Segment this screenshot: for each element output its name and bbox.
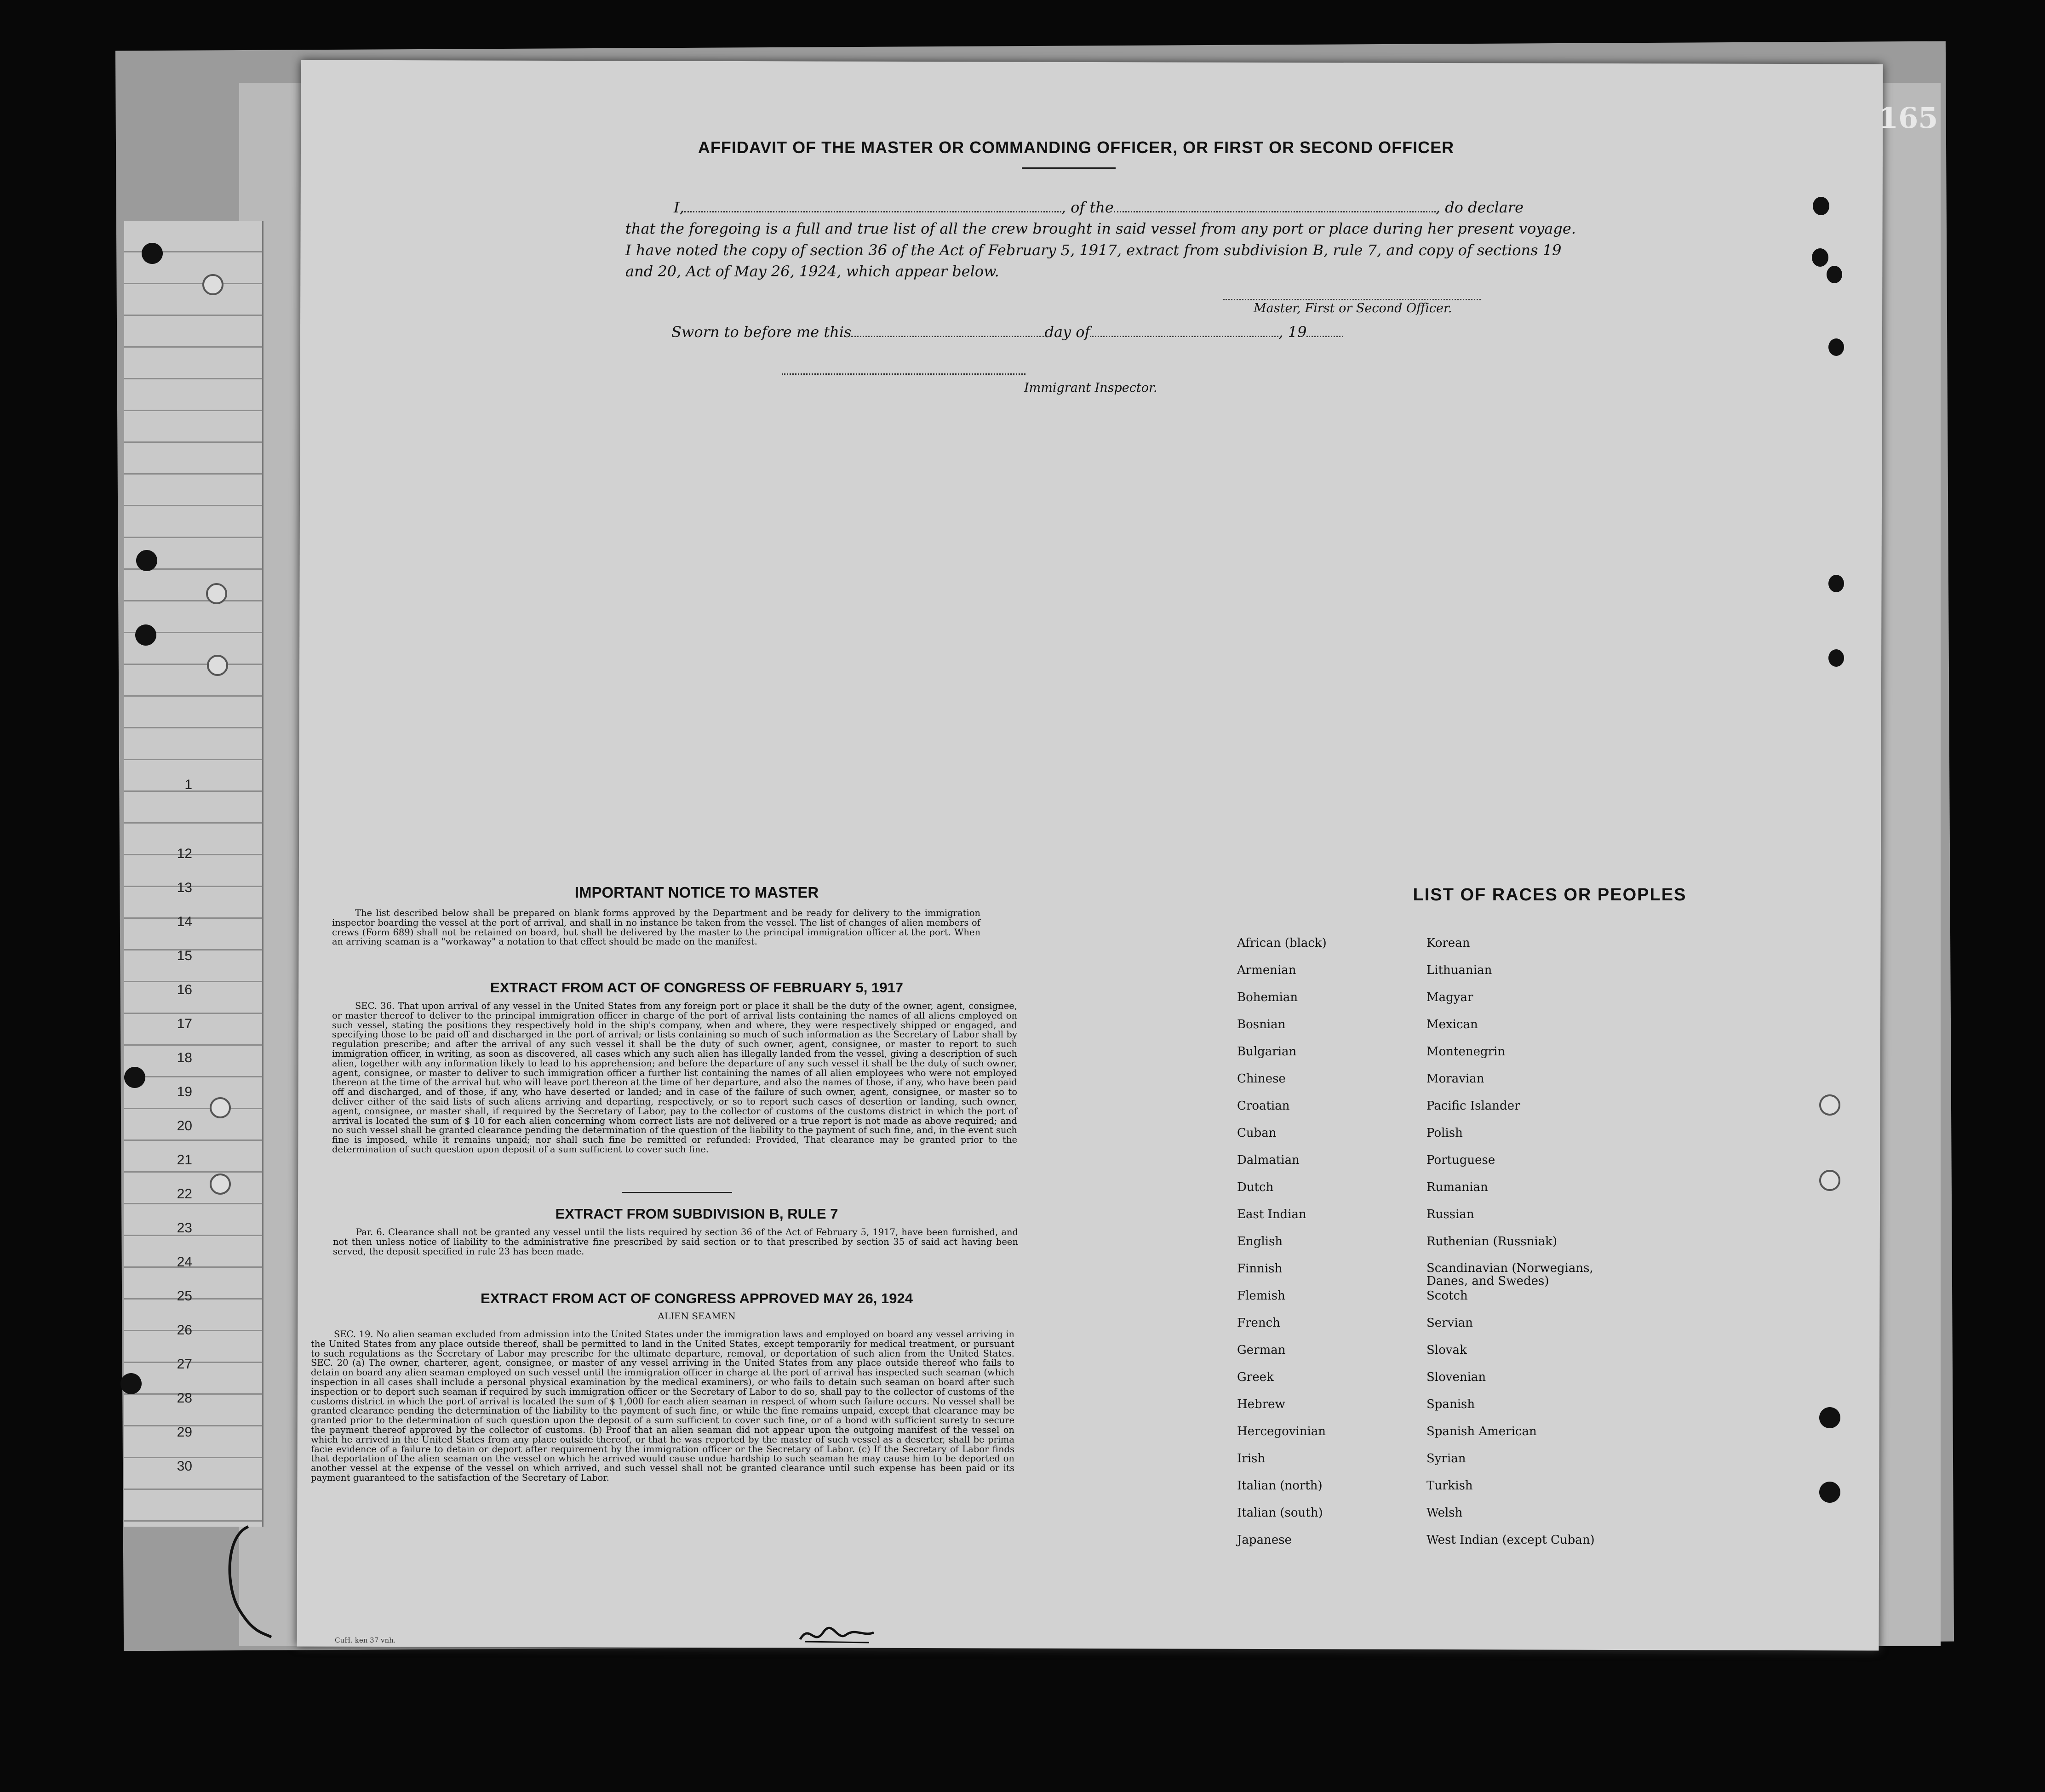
affidavit-line-1	[674, 199, 1524, 216]
race-item: Scandinavian (Norwegians, Danes, and Swedes)	[1426, 1261, 1593, 1288]
binder-hole	[1819, 1094, 1840, 1116]
binder-hole	[1819, 1407, 1840, 1428]
affidavit-i-label: I,	[674, 199, 684, 216]
ledger-row-number: 18	[177, 1050, 192, 1065]
binder-hole	[1828, 649, 1844, 667]
section-divider	[622, 1192, 732, 1193]
ledger-row-number: 28	[177, 1391, 192, 1406]
race-item: Spanish	[1426, 1397, 1475, 1411]
binder-hole	[142, 243, 163, 264]
title-underline	[1022, 167, 1116, 169]
binder-hole	[1827, 266, 1842, 283]
page-number: 165	[1879, 101, 1938, 135]
inspector-label: Immigrant Inspector.	[1024, 381, 1157, 395]
race-item: Pacific Islander	[1426, 1099, 1520, 1113]
binder-hole	[124, 1067, 145, 1088]
notice-text: The list described below shall be prepared on blank forms approved by the Department and be ready for delivery to the immigration inspector boarding the vessel at the port of arrival, and shall in no instance be taken from the vessel. The list of changes of alien members of crews (Form 689) shall not be retained on board, but shall be delivered by the master to the principal immigration officer at the port. When an arriving seaman is a "workaway" a notation to that effect should be made on the manifest.	[332, 908, 980, 947]
officer-name-field[interactable]	[684, 211, 1061, 212]
race-item: Italian (north)	[1237, 1479, 1323, 1493]
vessel-name-field[interactable]	[1114, 211, 1436, 212]
signature-scribble	[796, 1619, 878, 1651]
race-item: Hercegovinian	[1237, 1425, 1326, 1438]
alien-seamen-subheading: ALIEN SEAMEN	[658, 1311, 736, 1322]
affidavit-declare-label: , do declare	[1435, 199, 1524, 216]
race-item: Rumanian	[1426, 1180, 1488, 1194]
race-item: Dalmatian	[1237, 1153, 1300, 1167]
binder-hole	[135, 624, 156, 646]
race-item: Ruthenian (Russniak)	[1426, 1235, 1558, 1248]
signature-label: Master, First or Second Officer.	[1254, 301, 1452, 315]
race-item: Bohemian	[1237, 990, 1298, 1004]
binder-hole	[136, 550, 157, 571]
ledger-row-number: 16	[177, 982, 192, 997]
binder-hole	[1819, 1482, 1840, 1503]
day-of-label: day of	[1044, 323, 1090, 341]
ledger-row-number: 26	[177, 1323, 192, 1338]
ledger-row-number: 1	[184, 777, 192, 792]
race-item: French	[1237, 1316, 1280, 1330]
notice-heading: IMPORTANT NOTICE TO MASTER	[574, 884, 819, 901]
race-item: Russian	[1426, 1208, 1474, 1221]
race-item: Syrian	[1426, 1452, 1466, 1466]
string-loop	[221, 1517, 276, 1642]
race-item: Portuguese	[1426, 1153, 1495, 1167]
extract-1917-heading: EXTRACT FROM ACT OF CONGRESS OF FEBRUARY 5, 1917	[490, 979, 903, 996]
race-item: Lithuanian	[1426, 963, 1492, 977]
race-item: Armenian	[1237, 963, 1296, 977]
race-item: Servian	[1426, 1316, 1473, 1330]
ledger-row-number: 27	[177, 1357, 192, 1372]
race-item: East Indian	[1237, 1208, 1306, 1221]
race-item: Mexican	[1426, 1018, 1478, 1031]
race-item: Moravian	[1426, 1072, 1484, 1086]
binder-hole	[207, 655, 228, 676]
year-prefix-label: , 19	[1278, 323, 1307, 341]
race-item: Dutch	[1237, 1180, 1274, 1194]
sworn-month-field[interactable]	[1090, 336, 1278, 337]
ledger-row-number: 25	[177, 1288, 192, 1304]
extract-1924-heading: EXTRACT FROM ACT OF CONGRESS APPROVED MAY 26, 1924	[481, 1290, 913, 1306]
sworn-day-field[interactable]	[851, 336, 1044, 337]
ledger-row-number: 17	[177, 1016, 192, 1031]
binder-hole	[210, 1097, 231, 1118]
sworn-line	[671, 323, 1343, 341]
races-title: LIST OF RACES OR PEOPLES	[1413, 885, 1687, 905]
race-item: English	[1237, 1235, 1283, 1248]
binder-hole	[1813, 197, 1829, 215]
affidavit-line-4: and 20, Act of May 26, 1924, which appear below.	[625, 263, 999, 280]
race-item: Bulgarian	[1237, 1045, 1297, 1059]
ledger-row-number: 22	[177, 1186, 192, 1202]
race-item: African (black)	[1237, 936, 1327, 950]
ledger-row-number: 29	[177, 1425, 192, 1440]
race-item: Scotch	[1426, 1289, 1468, 1303]
race-item: Chinese	[1237, 1072, 1286, 1086]
left-ledger-strip	[124, 221, 264, 1527]
sworn-label: Sworn to before me this	[671, 323, 852, 341]
race-item: Greek	[1237, 1370, 1274, 1384]
race-item: Polish	[1426, 1126, 1463, 1140]
race-item: Spanish American	[1426, 1425, 1537, 1438]
affidavit-line-2: that the foregoing is a full and true list of all the crew brought in said vessel from any port or place during her present voyage.	[625, 220, 1576, 237]
extract-1924-text: SEC. 19. No alien seaman excluded from admission into the United States under the immigration laws and employed on board any vessel arriving in the United States from any place outside thereof, shall be permitted to land in the United States, except temporarily for medical treatment, or pursuant to such regulations as the Secretary of Labor may prescribe for the ultimate departure, removal, or deportation of such alien from the United States. SEC. 20 (a) The owner, charterer, agent, consignee, or master of any vessel arriving in the United States from any place outside thereof who fails to detain on board any alien seaman employed on such vessel until the immigration officer in charge at the port of arrival has inspected such seaman (which inspection in all cases shall include a personal physical examination by the medical examiners), or who fails to detain such seaman on board after such inspection or to deport such seaman if required by such immigration officer or the Secretary of Labor to do so, shall pay to the collector of customs of the customs district in which the port of arrival is located the sum of $ 1,000 for each alien seaman in respect of whom such failure occurs. No vessel shall be granted clearance pending the determination of the liability to the payment of such fine, or while the fine remains unpaid, except that clearance may be granted prior to the determination of such question upon the deposit of a sum sufficient to cover such fine, or of a bond with sufficient surety to secure the payment thereof approved by the collector of customs. (b) Proof that an alien seaman did not appear upon the outgoing manifest of the vessel on which he arrived in the United States from any place outside thereof, or that he was reported by the master of such vessel as a deserter, shall be prima facie evidence of a failure to detain or deport after requirement by the immigration officer or the Secretary of Labor. (c) If the Secretary of Labor finds that deportation of the alien seaman on the vessel on which he arrived would cause undue hardship to such seaman he may cause him to be deported on another vessel at the expense of the vessel on which arrived, and such vessel shall not be granted clearance until such expense has been paid or its payment guaranteed to the satisfaction of the Secretary of Labor.	[311, 1329, 1014, 1483]
race-item: Bosnian	[1237, 1018, 1286, 1031]
form-footer: CuH. ken 37 vnh.	[335, 1636, 396, 1644]
ledger-row-number: 24	[177, 1254, 192, 1270]
rule7-heading: EXTRACT FROM SUBDIVISION B, RULE 7	[555, 1206, 838, 1222]
race-item: Italian (south)	[1237, 1506, 1323, 1520]
binder-hole	[210, 1174, 231, 1195]
race-item: Irish	[1237, 1452, 1266, 1466]
extract-1917-text: SEC. 36. That upon arrival of any vessel in the United States from any foreign port or place it shall be the duty of the owner, agent, consignee, or master thereof to deliver to the principal immigration officer in charge of the port of arrival lists containing the names of all aliens employed on such vessel, stating the positions they respectively hold in the ship's company, when and where, they were respectively shipped or engaged, and specifying those to be paid off and discharged in the port of arrival; or lists containing so much of such information as the Secretary of Labor shall by regulation prescribe; and after the arrival of any such vessel it shall be the duty of such owner, agent, consignee, or master to report to such immigration officer, in writing, as soon as discovered, all cases which any such alien has illegally landed from the vessel, giving a description of such alien, together with any information likely to lead to his apprehension; and before the departure of any such vessel it shall be the duty of such owner, agent, consignee, or master to deliver to such immigration officer a further list containing the names of all alien employees who were not employed thereon at the time of the arrival but who will leave port thereon at the time of her departure, and also the names of those, if any, who have been paid off and discharged, and of those, if any, who have deserted or landed; and in case of the failure of such owner, agent, consignee, or master so to deliver either of the said lists of such aliens arriving and departing, respectively, or so to report such cases of desertion or landing, such owner, agent, consignee, or master shall, if required by the Secretary of Labor, pay to the collector of customs of the customs district in which the port of arrival is located the sum of $ 10 for each alien concerning whom correct lists are not delivered or a true report is not made as above required; and no such vessel shall be granted clearance pending the determination of the question of the liability to the payment of such fine, and, in the event such fine is imposed, while it remains unpaid; nor shall such fine be remitted or refunded: Provided, That clearance may be granted prior to the determination of such question upon deposit of a sum sufficient to cover such fine.	[332, 1001, 1017, 1155]
race-item: Flemish	[1237, 1289, 1285, 1303]
race-item: Croatian	[1237, 1099, 1290, 1113]
binder-hole	[1828, 338, 1844, 356]
sworn-year-field[interactable]	[1306, 336, 1343, 337]
affidavit-title: AFFIDAVIT OF THE MASTER OR COMMANDING OFFICER, OR FIRST OR SECOND OFFICER	[698, 138, 1455, 157]
ledger-row-number: 12	[177, 846, 192, 861]
race-item: Japanese	[1237, 1533, 1292, 1547]
race-item: Slovenian	[1426, 1370, 1486, 1384]
race-item: Magyar	[1426, 990, 1473, 1004]
race-item: Slovak	[1426, 1343, 1467, 1357]
race-item: Welsh	[1426, 1506, 1463, 1520]
binder-hole	[206, 583, 227, 604]
ledger-row-number: 23	[177, 1220, 192, 1236]
signature-line	[1223, 299, 1481, 300]
affidavit-line-3: I have noted the copy of section 36 of the Act of February 5, 1917, extract from subdivision B, rule 7, and copy of sections 19	[625, 241, 1562, 259]
ledger-row-number: 13	[177, 880, 192, 895]
race-item: Korean	[1426, 936, 1470, 950]
race-item: Hebrew	[1237, 1397, 1285, 1411]
inspector-signature-line	[782, 373, 1025, 375]
ledger-row-number: 19	[177, 1084, 192, 1099]
binder-hole	[1812, 248, 1828, 267]
race-item: Montenegrin	[1426, 1045, 1506, 1059]
binder-hole	[202, 274, 223, 295]
race-item: Turkish	[1426, 1479, 1473, 1493]
binder-hole	[1828, 575, 1844, 592]
race-item: West Indian (except Cuban)	[1426, 1533, 1595, 1547]
binder-hole	[120, 1373, 142, 1394]
ledger-row-number: 15	[177, 948, 192, 963]
binder-hole	[1819, 1170, 1840, 1191]
affidavit-of-label: , of the	[1061, 199, 1114, 216]
race-item: Cuban	[1237, 1126, 1277, 1140]
ledger-row-number: 30	[177, 1459, 192, 1474]
race-item: German	[1237, 1343, 1286, 1357]
rule7-text: Par. 6. Clearance shall not be granted any vessel until the lists required by section 36 of the Act of February 5, 1917, have been furnished, and not then unless notice of liability to the administrative fine prescribed by said section or to that prescribed by section 35 of said act having been served, the deposit specified in rule 23 has been made.	[333, 1227, 1018, 1257]
ledger-row-number: 20	[177, 1118, 192, 1134]
race-item: Finnish	[1237, 1262, 1283, 1276]
ledger-row-number: 21	[177, 1152, 192, 1168]
ledger-row-number: 14	[177, 914, 192, 929]
